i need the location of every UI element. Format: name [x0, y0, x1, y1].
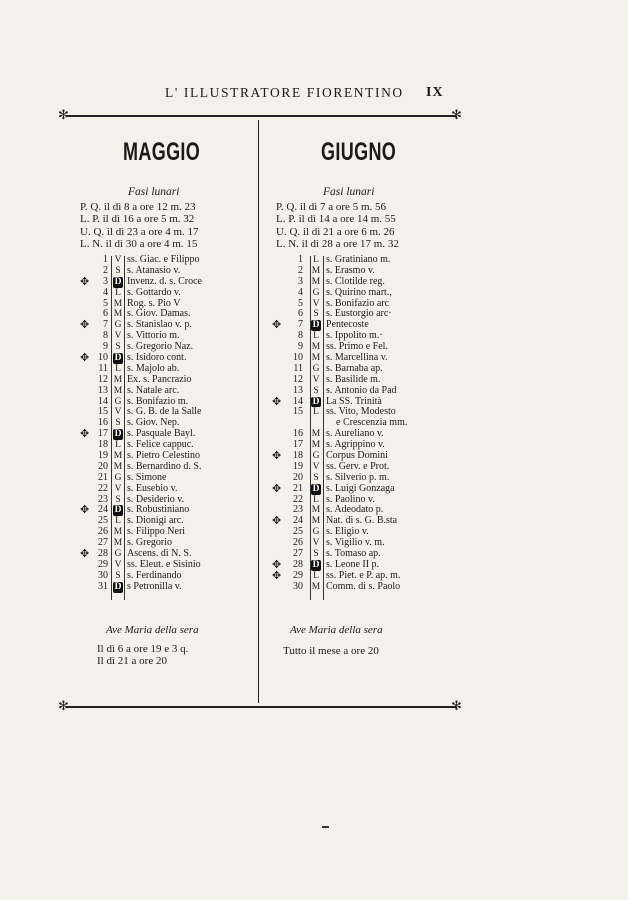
saint-name: s. Simone — [127, 471, 167, 483]
column-rule — [323, 256, 324, 600]
weekday-letter: V — [114, 331, 122, 342]
day-number: 25 — [98, 515, 108, 527]
weekday-letter: S — [115, 418, 121, 429]
saint-name: s. Marcellina v. — [326, 352, 388, 364]
saint-name: s. Adeodato p. — [326, 504, 384, 516]
feast-cross-icon: ✥ — [272, 482, 282, 495]
weekday-letter: V — [312, 374, 320, 385]
day-number: 26 — [293, 537, 303, 549]
weekday-letter: G — [312, 363, 320, 374]
weekday-letter: L — [313, 407, 319, 418]
moon-phase: P. Q. il dì 8 a ore 12 m. 23 — [80, 201, 196, 213]
ave-maria-line: Il dì 21 a ore 20 — [97, 655, 167, 667]
corner-ornament-tr: ✻ — [451, 108, 462, 123]
day-number: 23 — [293, 504, 303, 516]
day-number: 21 — [293, 482, 303, 494]
weekday-letter: M — [113, 527, 123, 538]
day-number: 11 — [98, 362, 108, 374]
saint-name: s. G. B. de la Salle — [127, 406, 202, 418]
corner-ornament-br: ✻ — [451, 699, 462, 714]
saint-name: s. Quirino mart., — [326, 286, 392, 298]
feast-cross-icon: ✥ — [272, 450, 282, 463]
month-title-giugno: GIUGNO — [321, 138, 397, 166]
saint-name: s. Gratiniano m. — [326, 254, 391, 265]
column-rule — [124, 256, 125, 600]
saint-name: ss. Vito, Modesto — [326, 406, 396, 418]
sunday-marker: D — [312, 320, 320, 331]
ave-maria-times — [97, 643, 188, 667]
moon-phase: U. Q. il dì 23 a ore 4 m. 17 — [80, 225, 199, 238]
day-number: 1 — [103, 254, 108, 265]
saint-name: s. Filippo Neri — [127, 526, 186, 538]
saint-name: Ex. s. Pancrazio — [127, 373, 192, 385]
day-number: 19 — [293, 460, 303, 472]
saint-name: s. Eusebio v. — [127, 482, 178, 494]
day-number: 20 — [98, 460, 108, 472]
saint-name: s. Gottardo v. — [127, 286, 181, 298]
day-number: 13 — [293, 384, 303, 396]
ave-maria-times — [283, 645, 379, 657]
weekday-letter: M — [113, 374, 123, 385]
journal-title: L' ILLUSTRATORE FIORENTINO — [165, 85, 404, 100]
weekday-letter: L — [313, 255, 319, 265]
saint-name: Pentecoste — [326, 319, 369, 331]
weekday-letter: L — [313, 331, 319, 342]
saint-name: s. Vigilio v. m. — [326, 537, 385, 549]
day-number: 4 — [103, 286, 108, 298]
center-rule — [258, 120, 259, 703]
saint-name: Ascens. di N. S. — [127, 548, 192, 560]
column-rule — [310, 256, 311, 600]
weekday-letter: L — [313, 570, 319, 581]
saint-name: s. Giov. Damas. — [127, 308, 191, 320]
saint-name: s. Majolo ab. — [127, 362, 180, 374]
day-number: 2 — [103, 264, 108, 276]
day-number: 6 — [103, 308, 108, 320]
feast-cross-icon: ✥ — [272, 569, 282, 582]
day-number: 19 — [98, 450, 108, 462]
day-number: 22 — [293, 493, 303, 505]
feast-cross-icon: ✥ — [272, 395, 282, 408]
saint-name: ss. Piet. e P. ap. m. — [326, 569, 401, 581]
saint-name: s. Natale arc. — [127, 384, 180, 396]
saint-name: s. Pietro Celestino — [127, 450, 201, 462]
day-number: 14 — [98, 395, 108, 407]
saint-name: s. Bernardino d. S. — [127, 460, 202, 472]
sunday-marker: D — [114, 276, 122, 287]
weekday-letter: M — [113, 461, 123, 472]
day-number: 9 — [103, 341, 108, 353]
corner-ornament-bl: ✻ — [58, 699, 69, 714]
weekday-letter: G — [114, 320, 122, 331]
month-title-maggio: MAGGIO — [123, 138, 201, 166]
weekday-letter: S — [115, 342, 121, 353]
weekday-letter: L — [115, 516, 121, 527]
saint-name: s. Dionigi arc. — [127, 515, 184, 527]
moon-phase: L. P. il dì 14 a ore 14 m. 55 — [276, 213, 396, 226]
day-row — [272, 582, 452, 593]
day-number: 30 — [98, 569, 108, 581]
saint-name: s. Isidoro cont. — [127, 352, 187, 364]
feast-cross-icon: ✥ — [80, 504, 90, 517]
moon-phases-list — [276, 201, 399, 250]
saint-name: s. Gregorio — [127, 537, 172, 549]
day-number: 23 — [98, 493, 108, 505]
moon-phase: U. Q. il dì 21 a ore 6 m. 26 — [276, 225, 395, 238]
saint-name: s Petronilla v. — [127, 580, 182, 592]
day-number: 2 — [298, 264, 303, 276]
weekday-letter: M — [113, 298, 123, 309]
day-number: 17 — [293, 439, 303, 451]
saint-name: Rog. s. Pio V — [127, 297, 181, 309]
feast-cross-icon: ✥ — [80, 275, 90, 288]
day-number: 8 — [103, 330, 108, 342]
weekday-letter: G — [312, 527, 320, 538]
weekday-letter: G — [312, 451, 320, 462]
weekday-letter: S — [313, 472, 319, 483]
day-number: 16 — [293, 428, 303, 440]
saint-name: s. Paolino v. — [326, 493, 375, 505]
feast-cross-icon: ✥ — [272, 515, 282, 528]
day-number: 22 — [98, 482, 108, 494]
weekday-letter: S — [115, 494, 121, 505]
saint-name: s. Antonio da Pad — [326, 384, 397, 396]
day-number: 12 — [293, 373, 303, 385]
weekday-letter: S — [313, 549, 319, 560]
weekday-letter: M — [311, 265, 321, 276]
saint-name: s. Basilide m. — [326, 373, 381, 385]
weekday-letter: V — [312, 298, 320, 309]
day-number: 17 — [98, 428, 108, 440]
weekday-letter: S — [313, 309, 319, 320]
saint-name: s. Eligio v. — [326, 526, 369, 538]
day-number: 18 — [98, 439, 108, 451]
day-number: 31 — [98, 580, 108, 592]
saint-name: s. Bonifazio m. — [127, 395, 189, 407]
weekday-letter: M — [311, 429, 321, 440]
moon-phase: L. N. il dì 28 a ore 17 m. 32 — [276, 237, 399, 250]
sunday-marker: D — [114, 581, 122, 592]
day-row — [80, 386, 255, 397]
weekday-letter: M — [113, 451, 123, 462]
day-number: 14 — [293, 395, 303, 407]
day-number: 28 — [293, 558, 303, 570]
feast-cross-icon: ✥ — [80, 319, 90, 332]
weekday-letter: M — [311, 505, 321, 516]
weekday-letter: V — [312, 461, 320, 472]
weekday-letter: G — [114, 396, 122, 407]
weekday-letter: M — [113, 385, 123, 396]
weekday-letter: V — [114, 407, 122, 418]
sunday-marker: D — [114, 505, 122, 516]
moon-phase: P. Q. il dì 7 a ore 5 m. 56 — [276, 201, 386, 213]
saint-name: s. Robustiniano — [127, 504, 190, 516]
sunday-marker: D — [114, 429, 122, 440]
feast-cross-icon: ✥ — [80, 428, 90, 441]
day-number: 3 — [103, 275, 108, 287]
corner-ornament-tl: ✻ — [58, 108, 69, 123]
day-number: 1 — [298, 254, 303, 265]
saint-name: s. Clotilde reg. — [326, 275, 385, 287]
sunday-marker: D — [312, 483, 320, 494]
ave-maria-title: Ave Maria della sera — [106, 624, 199, 636]
top-rule — [66, 115, 456, 117]
feast-cross-icon: ✥ — [80, 548, 90, 561]
sunday-marker: D — [312, 396, 320, 407]
saint-name: s. Tomaso ap. — [326, 548, 381, 560]
day-number: 8 — [298, 330, 303, 342]
day-number: 18 — [293, 450, 303, 462]
weekday-letter: L — [115, 287, 121, 298]
saint-name: e Crescenzia mm. — [336, 417, 408, 429]
day-number: 27 — [293, 548, 303, 560]
day-row — [272, 288, 452, 299]
weekday-letter: G — [114, 472, 122, 483]
day-list-giugno — [272, 255, 452, 593]
day-number: 7 — [298, 319, 303, 331]
day-number: 3 — [298, 275, 303, 287]
weekday-letter: M — [311, 353, 321, 364]
saint-name: Corpus Domini — [326, 450, 388, 462]
saint-name: s. Ferdinando — [127, 569, 182, 581]
page-number: IX — [426, 85, 444, 100]
day-number: 10 — [293, 352, 303, 364]
saint-name: s. Desiderio v. — [127, 493, 185, 505]
day-number: 5 — [298, 297, 303, 309]
feast-cross-icon: ✥ — [272, 558, 282, 571]
day-number: 15 — [98, 406, 108, 418]
day-number: 27 — [98, 537, 108, 549]
saint-name: s. Eustorgio arc· — [326, 308, 392, 320]
saint-name: s. Giov. Nep. — [127, 417, 180, 429]
feast-cross-icon: ✥ — [272, 319, 282, 332]
weekday-letter: S — [115, 265, 121, 276]
saint-name: s. Erasmo v. — [326, 264, 375, 276]
saint-name: s. Felice cappuc. — [127, 439, 194, 451]
weekday-letter: G — [312, 287, 320, 298]
day-number: 29 — [293, 569, 303, 581]
weekday-letter: M — [311, 276, 321, 287]
saint-name: s. Stanislao v. p. — [127, 319, 192, 331]
weekday-letter: M — [311, 342, 321, 353]
ave-maria-line: Tutto il mese a ore 20 — [283, 645, 379, 657]
day-number: 12 — [98, 373, 108, 385]
saint-name: s. Atanasio v. — [127, 264, 181, 276]
weekday-letter: M — [311, 516, 321, 527]
day-row — [272, 386, 452, 397]
saint-name: s. Bonifazio arc — [326, 297, 390, 309]
weekday-letter: M — [311, 581, 321, 592]
weekday-letter: L — [115, 440, 121, 451]
sunday-marker: D — [114, 353, 122, 364]
day-number: 24 — [98, 504, 108, 516]
weekday-letter: V — [114, 483, 122, 494]
ave-maria-line: Il dì 6 a ore 19 e 3 q. — [97, 643, 189, 655]
weekday-letter: V — [114, 559, 122, 570]
ave-maria-title: Ave Maria della sera — [290, 624, 383, 636]
weekday-letter: M — [113, 538, 123, 549]
moon-phases-title: Fasi lunari — [128, 186, 180, 198]
saint-name: s. Vittorio m. — [127, 330, 180, 342]
day-number: 7 — [103, 319, 108, 331]
day-number: 30 — [293, 580, 303, 592]
day-row — [80, 582, 255, 593]
saint-name: ss. Giac. e Filippo — [127, 254, 200, 265]
saint-name: Invenz. d. s. Croce — [127, 275, 202, 287]
day-number: 16 — [98, 417, 108, 429]
moon-phase: L. N. il dì 30 a ore 4 m. 15 — [80, 237, 198, 250]
moon-phase: L. P. il dì 16 a ore 5 m. 32 — [80, 213, 195, 226]
saint-name: s. Aureliano v. — [326, 428, 384, 440]
day-number: 25 — [293, 526, 303, 538]
bottom-rule — [66, 706, 456, 708]
moon-phases-list — [80, 201, 199, 250]
print-mark — [322, 826, 329, 828]
saint-name: ss. Primo e Fel. — [326, 341, 388, 353]
saint-name: ss. Gerv. e Prot. — [326, 460, 390, 472]
weekday-letter: V — [114, 255, 122, 265]
weekday-letter: V — [312, 538, 320, 549]
day-number: 28 — [98, 548, 108, 560]
day-number: 15 — [293, 406, 303, 418]
day-list-maggio — [80, 255, 255, 593]
day-number: 5 — [103, 297, 108, 309]
saint-name: s. Silverio p. m. — [326, 471, 390, 483]
column-rule — [111, 256, 112, 600]
saint-name: s. Luigi Gonzaga — [326, 482, 395, 494]
day-row — [80, 484, 255, 495]
moon-phases-title: Fasi lunari — [323, 186, 375, 198]
saint-name: s. Agrippino v. — [326, 439, 385, 451]
weekday-letter: G — [114, 549, 122, 560]
day-number: 13 — [98, 384, 108, 396]
saint-name: La SS. Trinità — [326, 395, 382, 407]
day-number: 26 — [98, 526, 108, 538]
day-number: 29 — [98, 558, 108, 570]
day-number: 10 — [98, 352, 108, 364]
saint-name: Comm. di s. Paolo — [326, 580, 401, 592]
day-number: 11 — [293, 362, 303, 374]
weekday-letter: S — [313, 385, 319, 396]
weekday-letter: L — [115, 363, 121, 374]
feast-cross-icon: ✥ — [80, 352, 90, 365]
saint-name: s. Gregorio Naz. — [127, 341, 194, 353]
saint-name: s. Barnaba ap. — [326, 362, 383, 374]
weekday-letter: M — [113, 309, 123, 320]
saint-name: ss. Eleut. e Sisinio — [127, 558, 201, 570]
saint-name: s. Leone II p. — [326, 558, 380, 570]
day-row — [272, 484, 452, 495]
sunday-marker: D — [312, 559, 320, 570]
weekday-letter: L — [313, 494, 319, 505]
weekday-letter: S — [115, 570, 121, 581]
day-row — [80, 288, 255, 299]
saint-name: s. Pasquale Bayl. — [127, 428, 196, 440]
day-number: 20 — [293, 471, 303, 483]
day-number: 24 — [293, 515, 303, 527]
saint-name: Nat. di s. G. B.sta — [326, 515, 398, 527]
day-number: 4 — [298, 286, 303, 298]
day-number: 6 — [298, 308, 303, 320]
day-number: 21 — [98, 471, 108, 483]
day-number: 9 — [298, 341, 303, 353]
weekday-letter: M — [311, 440, 321, 451]
saint-name: s. Ippolito m.· — [326, 330, 383, 342]
